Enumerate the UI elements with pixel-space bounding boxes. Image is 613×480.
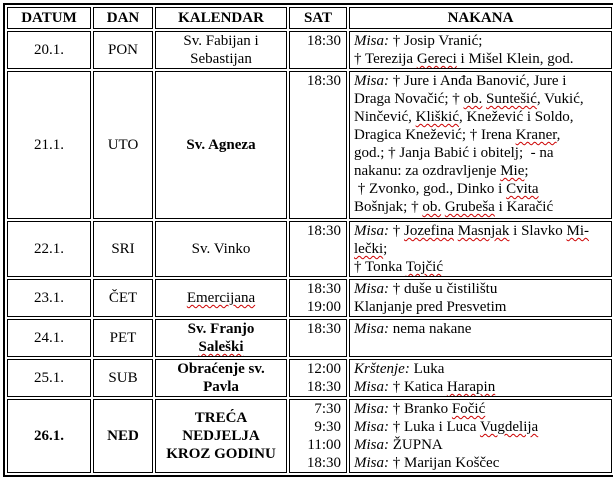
text-segment: i Mišel Klein, god. [456,51,574,67]
table-body [7,31,612,473]
intention-cell[interactable] [349,399,612,473]
calendar-line [156,240,286,258]
header-kalendar: KALENDAR [155,7,287,29]
intention-line [354,378,609,396]
text-segment: Misa: [354,73,389,89]
text-segment: † duše u čistilištu [389,281,498,297]
mass-time: 12:00 [306,361,341,377]
date-cell[interactable]: 26.1. [7,399,91,473]
text-segment: † Jure i Anđa Banović, Jure i [389,73,567,89]
day-cell[interactable]: SRI [93,221,153,277]
intention-line [354,144,609,162]
misspelled-word: Grubeša [444,199,495,215]
schedule-row [7,71,612,219]
day-cell[interactable]: UTO [93,71,153,219]
calendar-line [156,50,286,68]
schedule-row [7,221,612,277]
calendar-line [156,360,286,378]
misspelled-word: Tojčić [405,259,443,275]
misspelled-word: Mi- [566,223,589,239]
date-cell[interactable]: 21.1. [7,71,91,219]
intention-line [354,180,609,198]
intention-cell[interactable] [349,31,612,69]
text-segment: , Vukić, [536,91,584,107]
intention-line [354,320,609,338]
schedule-row [7,279,612,317]
text-segment: Pavla [203,379,239,395]
header-nakana: NAKANA [349,7,612,29]
mass-schedule-table [3,3,613,477]
calendar-line [156,136,286,154]
calendar-line [156,338,286,356]
misspelled-word: Mie [500,163,525,179]
header-datum: DATUM [7,7,91,29]
intention-line [354,32,609,50]
calendar-line [156,445,286,463]
mass-time: 18:30 [306,73,341,89]
date-cell[interactable]: 23.1. [7,279,91,317]
text-segment: Dragica Knežević; † Irena [354,127,516,143]
text-segment: † Luka i Luca [389,419,480,435]
date-cell[interactable]: 20.1. [7,31,91,69]
text-segment: † Katica [389,379,447,395]
text-segment: ; [383,241,388,257]
text-segment: Klanjanje pred Presvetim [354,299,507,315]
misspelled-word: Saleški [198,339,244,355]
text-segment: ; [524,163,529,179]
time-cell[interactable] [289,279,347,317]
text-segment: Sebastijan [190,51,252,67]
misspelled-word: ob. [422,199,442,215]
time-cell[interactable] [289,319,347,357]
text-segment: ŽUPNA [389,437,443,453]
calendar-cell[interactable] [155,319,287,357]
calendar-line [156,409,286,427]
header-row [7,7,612,29]
intention-line [354,108,609,126]
mass-time: 18:30 [306,33,341,49]
intention-line [354,72,609,90]
calendar-cell[interactable] [155,399,287,473]
intention-line [354,454,609,472]
time-cell[interactable] [289,71,347,219]
intention-line [354,258,609,276]
day-cell[interactable]: ČET [93,279,153,317]
text-segment: † Branko [389,401,452,417]
misspelled-word: Harapin [446,379,496,395]
text-segment: Bošnjak; † [354,199,423,215]
intention-cell[interactable] [349,319,612,357]
mass-time: 18:30 [306,379,341,395]
intention-cell[interactable] [349,279,612,317]
misspelled-word: Emercijana [186,290,256,306]
text-segment: Ninčević, [354,109,416,125]
intention-line [354,360,609,378]
calendar-line [156,378,286,396]
intention-line [354,298,609,316]
text-segment: TREĆA [194,410,248,426]
text-segment: nakanu: za ozdravljenje [354,163,501,179]
misspelled-word: Vugdelija [479,419,539,435]
text-segment: † Tonka [354,259,406,275]
intention-cell[interactable] [349,71,612,219]
text-segment: i Karačić [494,199,554,215]
text-segment: Misa: [354,379,389,395]
schedule-row [7,359,612,397]
text-segment: Obraćenje sv. [177,361,265,377]
text-segment: Luka [409,361,445,377]
text-segment: Sv. Franjo [187,321,255,337]
misspelled-word: Gereci [416,51,457,67]
text-segment: Draga Novačić; † [354,91,464,107]
intention-line [354,50,609,68]
text-segment: , [556,127,561,143]
misspelled-word: Fočić [451,401,486,417]
intention-line [354,198,609,216]
intention-line [354,400,609,418]
calendar-cell[interactable] [155,31,287,69]
intention-line [354,280,609,298]
text-segment: Misa: [354,455,389,471]
text-segment: † Marijan Koščec [389,455,500,471]
calendar-cell[interactable] [155,221,287,277]
mass-time: 18:30 [306,223,341,239]
intention-line [354,418,609,436]
intention-line [354,436,609,454]
intention-line [354,240,609,258]
day-cell[interactable]: NED [93,399,153,473]
misspelled-word: lečki [354,241,384,257]
calendar-line [156,320,286,338]
misspelled-word: Cvita [506,181,539,197]
mass-time: 11:00 [307,437,341,453]
date-cell[interactable]: 24.1. [7,319,91,357]
calendar-cell[interactable] [155,359,287,397]
schedule-row [7,399,612,473]
calendar-line [156,32,286,50]
text-segment: Misa: [354,437,389,453]
intention-cell[interactable] [349,359,612,397]
calendar-cell[interactable] [155,279,287,317]
text-segment: Krštenje: [354,361,410,377]
intention-line [354,222,609,240]
time-cell[interactable] [289,31,347,69]
time-cell[interactable] [289,399,347,473]
text-segment: NEDJELJA [182,428,260,444]
time-cell[interactable] [289,221,347,277]
header-sat: SAT [289,7,347,29]
calendar-line [156,289,286,307]
text-segment: Misa: [354,419,389,435]
intention-line [354,126,609,144]
mass-time: 18:30 [306,321,341,337]
misspelled-word: Masnjak [457,223,510,239]
misspelled-word: Kliškić [415,109,459,125]
mass-time: 7:30 [314,401,341,417]
intention-line [354,90,609,108]
text-segment: KROZ GODINU [166,446,276,462]
text-segment: , Knežević i Soldo, [458,109,574,125]
intention-line [354,162,609,180]
text-segment: Misa: [354,321,389,337]
mass-time: 18:30 [306,281,341,297]
schedule-row [7,319,612,357]
calendar-cell[interactable] [155,71,287,219]
text-segment: Sv. Vinko [191,241,251,257]
text-segment: † [389,223,404,239]
day-cell[interactable]: SUB [93,359,153,397]
text-segment: Sv. Agneza [186,137,256,153]
text-segment: † Zvonko, god., Dinko i [354,181,507,197]
intention-cell[interactable] [349,221,612,277]
date-cell[interactable]: 22.1. [7,221,91,277]
schedule-row [7,31,612,69]
text-segment: † Terezija [354,51,417,67]
misspelled-word: ob. [463,91,483,107]
text-segment: Sv. Fabijan i [183,33,259,49]
text-segment: nema nakane [389,321,472,337]
misspelled-word: Kraner [515,127,557,143]
text-segment: † Josip Vranić; [389,33,483,49]
misspelled-word: Jozefina [404,223,454,239]
time-cell[interactable] [289,359,347,397]
day-cell[interactable]: PON [93,31,153,69]
text-segment: i Slavko [509,223,567,239]
text-segment: Misa: [354,401,389,417]
calendar-line [156,427,286,445]
date-cell[interactable]: 25.1. [7,359,91,397]
header-dan: DAN [93,7,153,29]
mass-time: 18:30 [306,455,341,471]
misspelled-word: Suntešić [486,91,537,107]
text-segment: Misa: [354,33,389,49]
text-segment: Misa: [354,281,389,297]
text-segment: god.; † Janja Babić i obitelj; - na [354,145,554,161]
mass-time: 9:30 [314,419,341,435]
mass-time: 19:00 [306,299,341,315]
day-cell[interactable]: PET [93,319,153,357]
text-segment: Misa: [354,223,389,239]
